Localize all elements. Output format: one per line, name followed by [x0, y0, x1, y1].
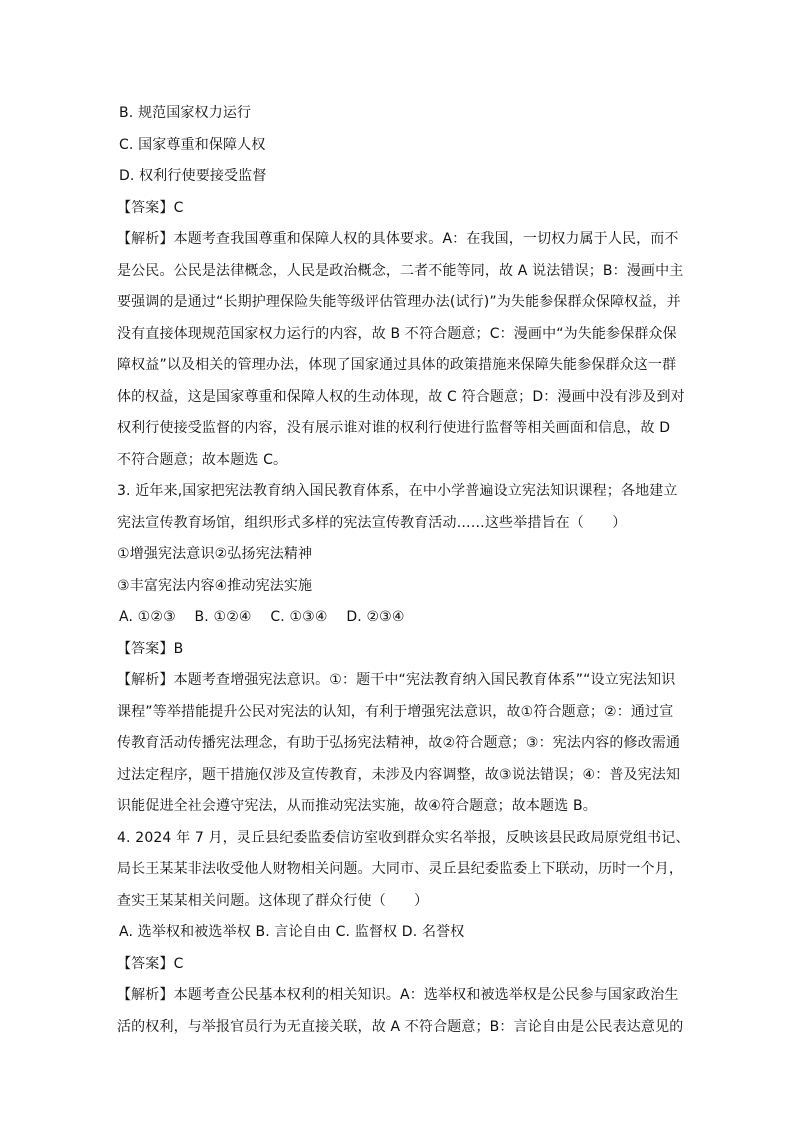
choice-line: ①增强宪法意识②弘扬宪法精神 — [117, 546, 313, 562]
option-line: C. 国家尊重和保障人权 — [119, 136, 266, 153]
analysis-line: 【解析】本题考查公民基本权利的相关知识。A：选举权和被选举权是公民参与国家政治生 — [117, 987, 679, 1003]
answer-line: 【答案】B — [117, 640, 184, 657]
analysis-line: 没有直接体现规范国家权力运行的内容，故 B 不符合题意；C：漫画中“为失能参保群众保 — [117, 325, 677, 342]
analysis-line: 体的权益，这是国家尊重和保障人权的生动体现，故 C 符合题意；D：漫画中没有涉及到对 — [117, 388, 685, 405]
analysis-line: 活的权利，与举报官员行为无直接关联，故 A 不符合题意；B：言论自由是公民表达意见的 — [117, 1018, 684, 1035]
analysis-line: 要强调的是通过“长期护理保险失能等级评估管理办法(试行)”为失能参保群众保障权益，并 — [117, 294, 681, 310]
question-line: 局长王某某非法收受他人财物相关问题。大同市、灵丘县纪委监委上下联动，历时一个月， — [117, 861, 683, 877]
document-body — [117, 98, 690, 1043]
option-line: D. 权利行使要接受监督 — [119, 168, 267, 184]
option-line: B. 规范国家权力运行 — [119, 105, 252, 121]
question-line: 查实王某某相关问题。这体现了群众行使（ ） — [117, 892, 429, 909]
option-line: A. ①②③ B. ①②④ C. ①③④ D. ②③④ — [119, 609, 405, 625]
analysis-line: 权利行使接受监督的内容，没有展示谁对谁的权利行使进行监督等相关画面和信息，故 D — [117, 420, 671, 436]
analysis-line: 【解析】本题考查增强宪法意识。①：题干中“宪法教育纳入国民教育体系”“设立宪法知识 — [117, 672, 676, 688]
analysis-line: 不符合题意；故本题选 C。 — [117, 451, 288, 468]
answer-line: 【答案】C — [117, 199, 184, 216]
analysis-line: 传教育活动传播宪法理念，有助于弘扬宪法精神，故②符合题意；③：宪法内容的修改需通 — [117, 735, 681, 751]
question-line: 3. 近年来,国家把宪法教育纳入国民教育体系，在中小学普遍设立宪法知识课程；各地建立 — [117, 483, 678, 499]
analysis-line: 是公民。公民是法律概念，人民是政治概念，二者不能等同，故 A 说法错误；B：漫画中主 — [117, 262, 684, 279]
answer-line: 【答案】C — [117, 955, 184, 972]
analysis-line: 过法定程序，题干措施仅涉及宣传教育，未涉及内容调整，故③说法错误；④：普及宪法知 — [117, 766, 681, 783]
analysis-line: 识能促进全社会遵守宪法，从而推动宪法实施，故④符合题意；故本题选 B。 — [117, 798, 597, 814]
analysis-line: 【解析】本题考查我国尊重和保障人权的具体要求。A：在我国，一切权力属于人民，而不 — [117, 231, 679, 247]
analysis-line: 课程”等举措能提升公民对宪法的认知，有利于增强宪法意识，故①符合题意；②：通过宣 — [117, 703, 674, 720]
choice-line: ③丰富宪法内容④推动宪法实施 — [117, 577, 313, 594]
analysis-line: 障权益”以及相关的管理办法，体现了国家通过具体的政策措施来保障失能参保群众这一群 — [117, 357, 677, 373]
question-line: 4. 2024 年 7 月，灵丘县纪委监委信访室收到群众实名举报，反映该县民政局原党组书记、 — [117, 829, 690, 846]
question-line: 宪法宣传教育场馆，组织形式多样的宪法宣传教育活动……这些举措旨在（ ） — [117, 514, 627, 531]
option-line: A. 选举权和被选举权 B. 言论自由 C. 监督权 D. 名誉权 — [119, 924, 465, 940]
